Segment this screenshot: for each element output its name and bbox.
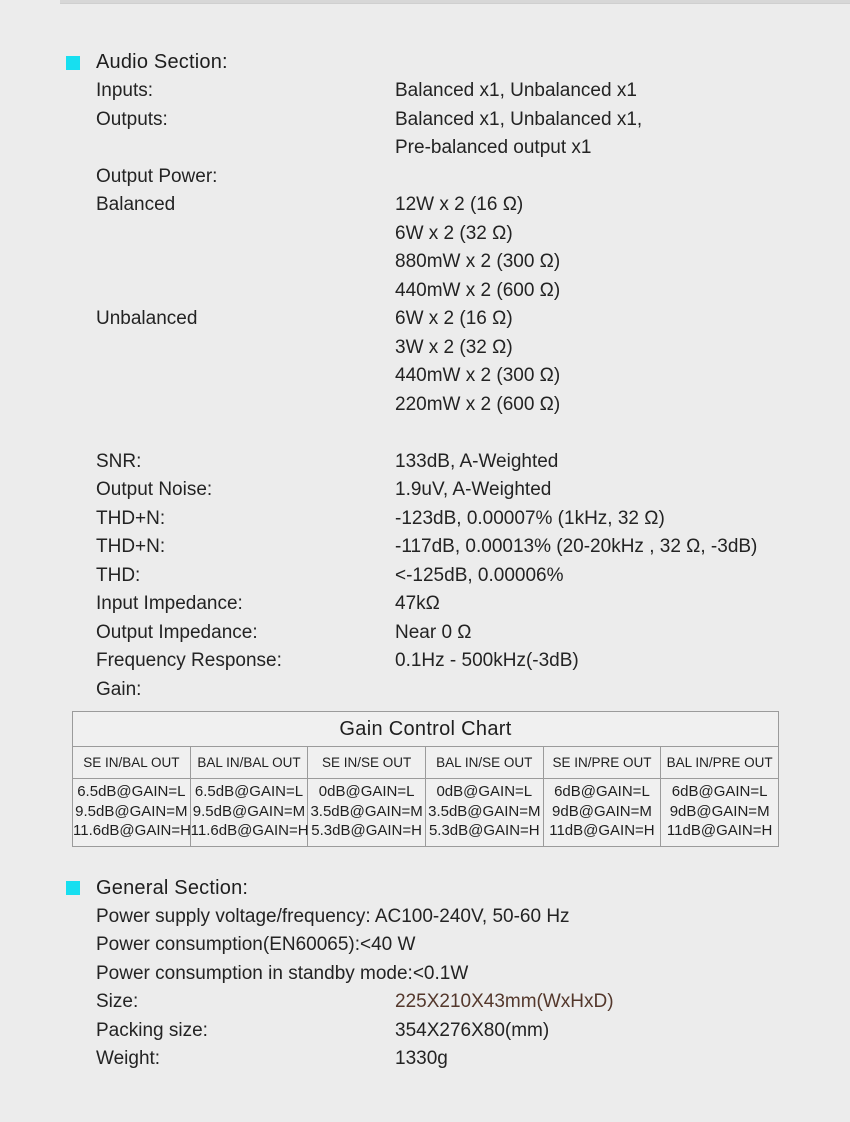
spec-label: Packing size:	[96, 1019, 208, 1041]
spec-value: 440mW x 2 (300 Ω)	[395, 365, 561, 387]
blank-line	[96, 419, 810, 448]
spec-label: Input Impedance:	[96, 593, 243, 615]
gain-value: 5.3dB@GAIN=H	[311, 822, 422, 839]
gain-value: 9dB@GAIN=M	[552, 802, 652, 820]
gain-value: 6.5dB@GAIN=L	[77, 783, 186, 800]
spec-label: Gain:	[96, 678, 142, 700]
spec-row-standby-consumption: Power consumption in standby mode:<0.1W	[96, 962, 469, 984]
page-top-strip	[60, 0, 850, 4]
audio-section-rows	[96, 77, 810, 704]
spec-value: 3W x 2 (32 Ω)	[395, 336, 513, 358]
gain-col-se-in-bal-out: SE IN/BAL OUT	[73, 747, 191, 779]
gain-value: 9.5dB@GAIN=M	[75, 802, 188, 820]
spec-label: Output Power:	[96, 165, 218, 187]
spec-label: Weight:	[96, 1048, 161, 1070]
spec-row-power-supply: Power supply voltage/frequency: AC100-240V, 50-60 Hz	[96, 905, 570, 927]
spec-row-inputs	[96, 77, 810, 106]
gain-value: 3.5dB@GAIN=M	[428, 802, 541, 820]
spec-value: 880mW x 2 (300 Ω)	[395, 251, 561, 273]
gain-cell	[543, 779, 661, 847]
spec-row-unbalanced-power-3	[96, 362, 810, 391]
spec-value: Balanced x1, Unbalanced x1	[395, 80, 637, 102]
gain-value: 11.6dB@GAIN=H	[73, 822, 191, 839]
gain-cell	[425, 779, 543, 847]
spec-row-unbalanced-power-4	[96, 391, 810, 420]
gain-table	[72, 711, 779, 847]
gain-col-se-in-pre-out: SE IN/PRE OUT	[543, 747, 661, 779]
gain-value: 6.5dB@GAIN=L	[194, 783, 304, 800]
spec-label: Output Noise:	[96, 479, 213, 501]
spec-row-outputs	[96, 106, 810, 135]
spec-row-thdn-1	[96, 505, 810, 534]
gain-control-chart	[72, 711, 850, 847]
gain-value: 9dB@GAIN=M	[669, 802, 770, 820]
gain-col-se-in-se-out: SE IN/SE OUT	[308, 747, 426, 779]
spec-row-output-impedance	[96, 619, 810, 648]
spec-label: Output Impedance:	[96, 621, 258, 643]
spec-value: Balanced x1, Unbalanced x1,	[395, 108, 643, 130]
gain-cell	[308, 779, 426, 847]
gain-cell	[73, 779, 191, 847]
gain-table-body-row	[73, 779, 779, 847]
spec-row-input-impedance	[96, 590, 810, 619]
spec-value: -123dB, 0.00007% (1kHz, 32 Ω)	[395, 507, 665, 529]
spec-label: SNR:	[96, 450, 142, 472]
spec-value: -117dB, 0.00013% (20-20kHz , 32 Ω, -3dB)	[395, 536, 758, 558]
spec-label: Unbalanced	[96, 308, 198, 330]
gain-value: 11dB@GAIN=H	[549, 822, 655, 839]
section-gap	[0, 847, 850, 874]
spec-value: 133dB, A-Weighted	[395, 450, 559, 472]
spec-value-highlighted: 225X210X43mm(WxHxD)	[395, 991, 614, 1013]
spec-label: THD:	[96, 564, 141, 586]
spec-row-weight	[96, 1045, 810, 1074]
spec-row-outputs-cont	[96, 134, 810, 163]
general-section-title: General Section:	[96, 876, 249, 899]
gain-value: 0dB@GAIN=L	[318, 783, 415, 800]
gain-col-bal-in-se-out: BAL IN/SE OUT	[425, 747, 543, 779]
spec-label: Outputs:	[96, 108, 168, 130]
gain-table-header-row	[73, 747, 779, 779]
spec-row-power-consumption: Power consumption(EN60065):<40 W	[96, 934, 416, 956]
spec-value: Pre-balanced output x1	[395, 137, 592, 159]
spec-value: <-125dB, 0.00006%	[395, 564, 564, 586]
gain-value: 6dB@GAIN=L	[554, 783, 650, 800]
audio-section-header	[66, 48, 850, 77]
spec-row-frequency-response	[96, 647, 810, 676]
spec-value: 220mW x 2 (600 Ω)	[395, 393, 561, 415]
gain-value: 0dB@GAIN=L	[436, 783, 533, 800]
gain-cell	[661, 779, 779, 847]
spec-value: 6W x 2 (16 Ω)	[395, 308, 513, 330]
gain-value: 11dB@GAIN=H	[666, 822, 773, 839]
spec-value: 12W x 2 (16 Ω)	[395, 194, 524, 216]
spec-row-balanced-power-4	[96, 277, 810, 306]
spec-row-snr	[96, 448, 810, 477]
section-bullet-icon	[66, 881, 80, 895]
spec-label: Size:	[96, 991, 139, 1013]
spec-row-gain	[96, 676, 810, 705]
general-section-rows	[96, 903, 810, 1074]
gain-col-bal-in-pre-out: BAL IN/PRE OUT	[661, 747, 779, 779]
spec-label: Balanced	[96, 194, 176, 216]
spec-row-unbalanced-power-1	[96, 305, 810, 334]
spec-row-thdn-2	[96, 533, 810, 562]
spec-value: Near 0 Ω	[395, 621, 472, 643]
spec-row-output-power	[96, 163, 810, 192]
gain-value: 5.3dB@GAIN=H	[428, 822, 540, 839]
spec-value: 6W x 2 (32 Ω)	[395, 222, 513, 244]
spec-value: 354X276X80(mm)	[395, 1019, 550, 1041]
spec-value: 440mW x 2 (600 Ω)	[395, 279, 561, 301]
audio-section-title: Audio Section:	[96, 51, 228, 73]
spec-row-packing-size	[96, 1017, 810, 1046]
spec-row-balanced-power-3	[96, 248, 810, 277]
spec-row-balanced-power-2	[96, 220, 810, 249]
gain-value: 11.6dB@GAIN=H	[190, 822, 309, 839]
gain-table-title: Gain Control Chart	[73, 712, 779, 747]
spec-row-output-noise	[96, 476, 810, 505]
spec-value: 1330g	[395, 1048, 448, 1070]
gain-value: 3.5dB@GAIN=M	[310, 802, 423, 820]
spec-value: 1.9uV, A-Weighted	[395, 479, 552, 501]
spec-label: THD+N:	[96, 507, 166, 529]
section-bullet-icon	[66, 56, 80, 70]
spec-value: 47kΩ	[395, 593, 440, 615]
spec-label: THD+N:	[96, 536, 166, 558]
gain-value: 6dB@GAIN=L	[671, 783, 768, 800]
gain-value: 9.5dB@GAIN=M	[192, 802, 306, 820]
spec-row-thd	[96, 562, 810, 591]
gain-col-bal-in-bal-out: BAL IN/BAL OUT	[190, 747, 308, 779]
spec-label: Inputs:	[96, 80, 154, 102]
spec-label: Frequency Response:	[96, 650, 282, 672]
general-section-header	[66, 874, 850, 903]
gain-cell	[190, 779, 308, 847]
spec-row-unbalanced-power-2	[96, 334, 810, 363]
spec-row-balanced-power-1	[96, 191, 810, 220]
spec-row-size	[96, 988, 810, 1017]
spec-value: 0.1Hz - 500kHz(-3dB)	[395, 650, 579, 672]
